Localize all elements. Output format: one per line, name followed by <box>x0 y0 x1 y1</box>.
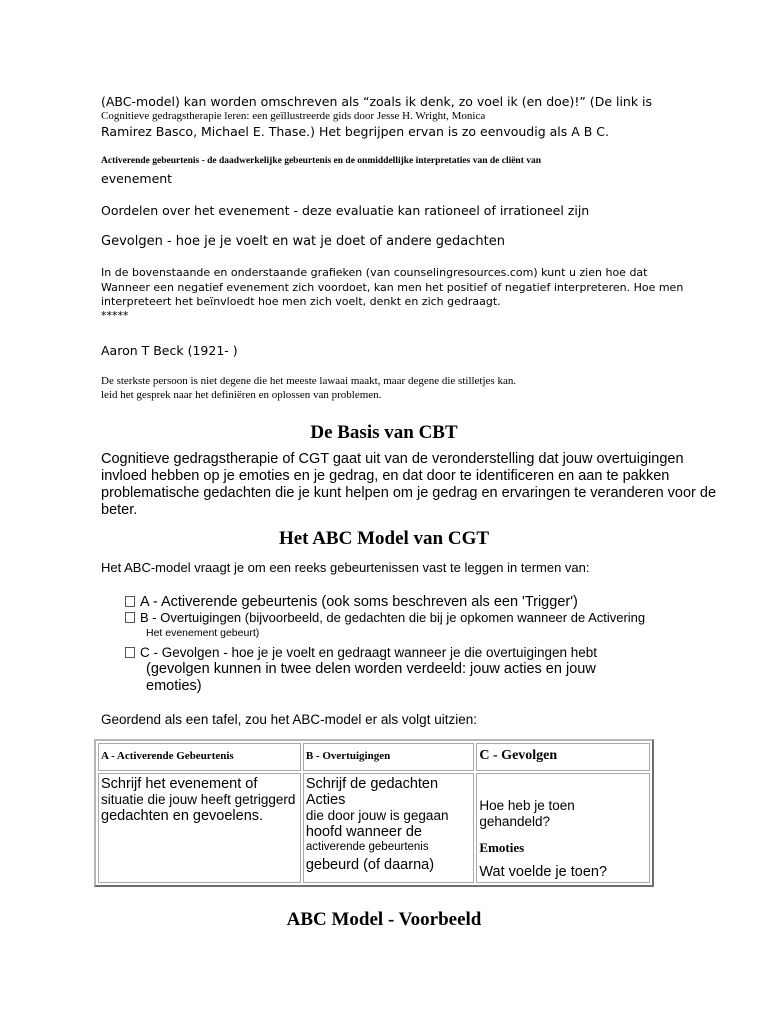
bullet-box-icon <box>125 596 135 607</box>
table-header-b: B - Overtuigingen <box>303 743 475 771</box>
table-row <box>98 773 650 883</box>
definition-c: Gevolgen - hoe je je voelt en wat je doet of andere gedachten <box>101 234 505 249</box>
table-intro: Geordend als een tafel, zou het ABC-model er als volgt uitzien: <box>101 712 477 727</box>
bullet-c <box>125 645 597 660</box>
quote-line-2: leid het gesprek naar het definiëren en oplossen van problemen. <box>101 389 382 401</box>
bullet-c-cont-1: (gevolgen kunnen in twee delen worden verdeeld: jouw acties en jouw <box>146 661 596 677</box>
basis-line-1: Cognitieve gedragstherapie of CGT gaat uit van de veronderstelling dat jouw overtuigingen <box>101 451 684 467</box>
table-cell-b: Schrijf de gedachten Acties die door jouw is gegaan hoofd wanneer de activerende gebeurtenis gebeurd (of daarna) <box>303 773 475 883</box>
quote-line-1: De sterkste persoon is niet degene die het meeste lawaai maakt, maar degene die stilletjes kan. <box>101 375 517 387</box>
bullet-box-icon <box>125 612 135 623</box>
basis-line-2: invloed hebben op je emoties en je gedrag, en dat door te identificeren en aan te pakken <box>101 468 670 484</box>
heading-abc: Het ABC Model van CGT <box>278 528 490 549</box>
table-header-a: A - Activerende Gebeurtenis <box>98 743 301 771</box>
heading-example: ABC Model - Voorbeeld <box>286 909 482 930</box>
graphs-note-line-3: interpreteert het beïnvloedt hoe men zich voelt, denkt en zich gedraagt. <box>101 295 501 308</box>
bullet-a <box>125 594 578 610</box>
quote-author: Aaron T Beck (1921- ) <box>101 343 238 358</box>
basis-line-4: beter. <box>101 502 138 518</box>
bullet-a-text: A - Activerende gebeurtenis (ook soms beschreven als een 'Trigger') <box>140 594 578 610</box>
table-header-c: C - Gevolgen <box>476 743 650 771</box>
stars-separator: ***** <box>101 309 129 322</box>
table-header-row <box>98 743 650 771</box>
bullet-c-cont-2: emoties) <box>146 678 202 694</box>
bullet-c-text: C - Gevolgen - hoe je je voelt en gedraagt wanneer je die overtuigingen hebt <box>140 645 598 660</box>
abc-intro: Het ABC-model vraagt je om een reeks gebeurtenissen vast te leggen in termen van: <box>101 560 590 575</box>
heading-basis: De Basis van CBT <box>310 422 458 443</box>
basis-line-3: problematische gedachten die je kunt helpen om je gedrag en ervaringen te veranderen voor de <box>101 485 717 501</box>
intro-line-2: Cognitieve gedragstherapie leren: een geïllustreerde gids door Jesse H. Wright, Monica <box>101 110 486 122</box>
table-cell-a: Schrijf het evenement of situatie die jouw heeft getriggerd gedachten en gevoelens. <box>98 773 301 883</box>
intro-line-1: (ABC-model) kan worden omschreven als “zoals ik denk, zo voel ik (en doe)!” (De link is <box>101 94 653 109</box>
table-cell-c: Hoe heb je toen gehandeld? Emoties Wat voelde je toen? <box>476 773 650 883</box>
definition-b: Oordelen over het evenement - deze evaluatie kan rationeel of irrationeel zijn <box>101 203 590 218</box>
bullet-b-cont: Het evenement gebeurt) <box>146 627 260 639</box>
graphs-note-line-2: Wanneer een negatief evenement zich voordoet, kan men het positief of negatief interpreteren. Hoe men <box>101 281 684 294</box>
intro-line-3: Ramirez Basco, Michael E. Thase.) Het begrijpen ervan is zo eenvoudig als A B C. <box>101 124 609 139</box>
definition-a: Activerende gebeurtenis - de daadwerkelijke gebeurtenis en de onmiddellijke interpretaties van de cliënt van <box>101 156 542 166</box>
graphs-note-line-1: In de bovenstaande en onderstaande grafieken (van counselingresources.com) kunt u zien hoe dat <box>101 266 648 279</box>
bullet-box-icon <box>125 647 135 658</box>
bullet-b <box>125 610 645 625</box>
abc-table <box>94 739 654 887</box>
bullet-b-text: B - Overtuigingen (bijvoorbeeld, de gedachten die bij je opkomen wanneer de Activering <box>140 610 646 625</box>
definition-a-cont: evenement <box>101 171 173 186</box>
